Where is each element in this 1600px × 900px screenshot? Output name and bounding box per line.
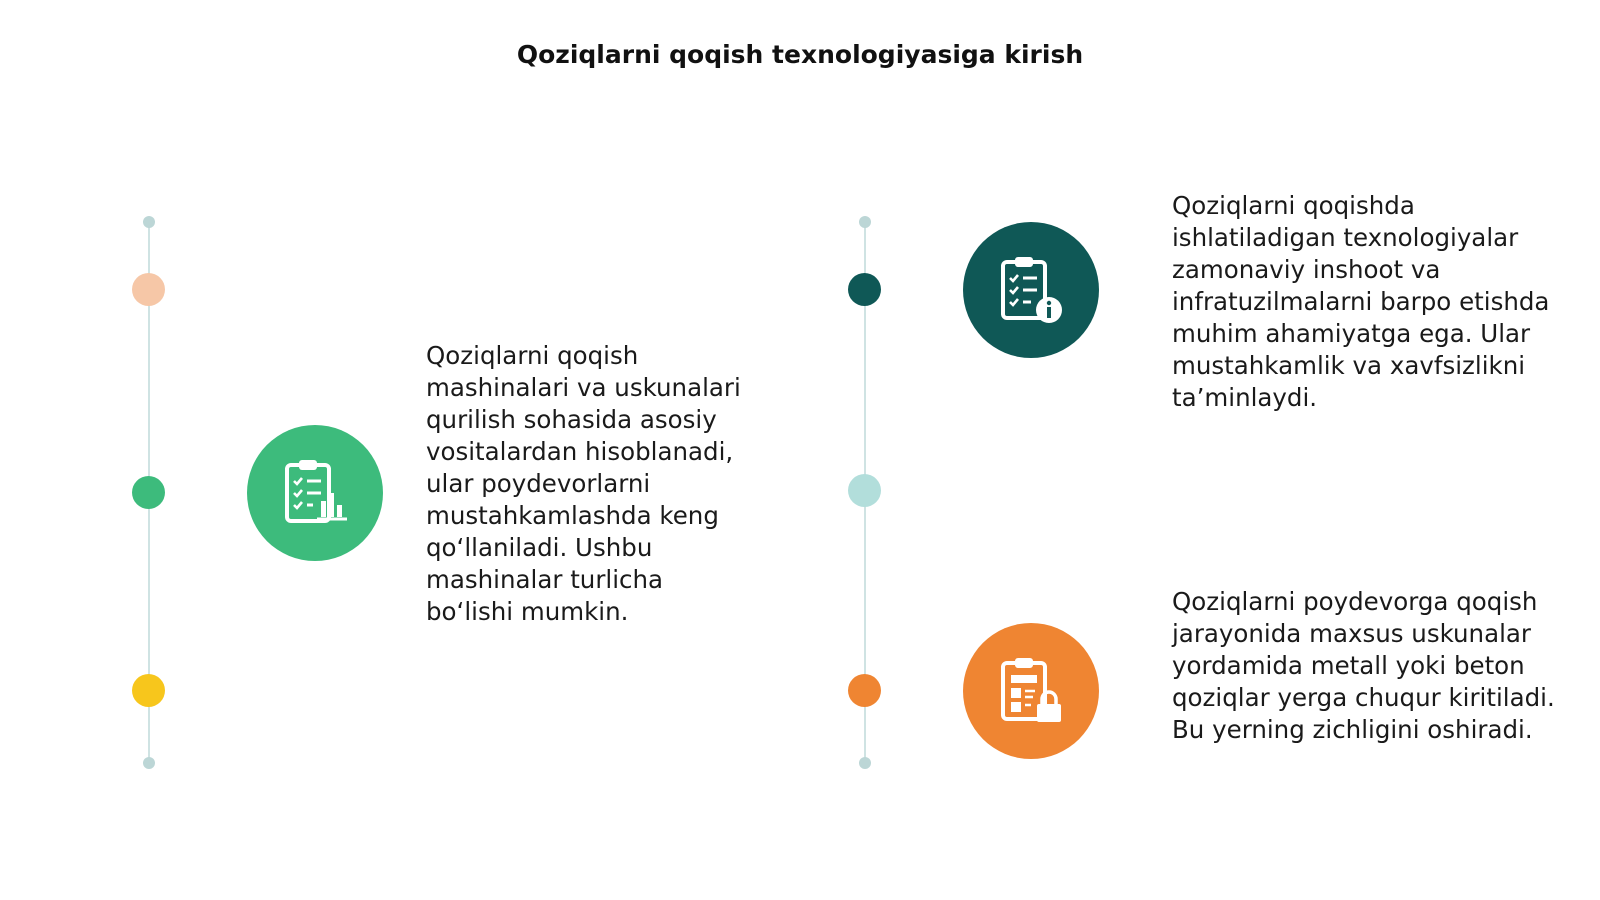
timeline-dot-orange [848, 674, 881, 707]
timeline-end-dot [859, 757, 871, 769]
item-2-text: Qoziqlarni qoqishda ishlatiladigan texnologiyalar zamonaviy inshoot va infratuzilmalarni barpo etishda muhim ahamiyatga ega. Ular mustahkamlik va xavfsizlikni ta’minlaydi. [1172, 191, 1550, 412]
item-1-icon-circle [247, 425, 383, 561]
item-1-text: Qoziqlarni qoqish mashinalari va uskunalari qurilish sohasida asosiy vositalardan hisoblanadi, ular poydevorlarni mustahkamlashda keng qo‘llaniladi. Ushbu mashinalar turlicha bo‘lishi mumkin. [426, 341, 741, 626]
timeline-end-dot [143, 757, 155, 769]
timeline-dot-green [132, 476, 165, 509]
clipboard-chart-icon [279, 457, 351, 529]
timeline-end-dot [859, 216, 871, 228]
timeline-dot-yellow [132, 674, 165, 707]
timeline-dot-peach [132, 273, 165, 306]
clipboard-lock-icon [995, 655, 1067, 727]
timeline-dot-teal [848, 273, 881, 306]
item-3-icon-circle [963, 623, 1099, 759]
timeline-dot-light-teal [848, 474, 881, 507]
timeline-end-dot [143, 216, 155, 228]
item-2-icon-circle [963, 222, 1099, 358]
clipboard-info-icon [995, 254, 1067, 326]
item-3-text: Qoziqlarni poydevorga qoqish jarayonida maxsus uskunalar yordamida metall yoki beton qoziqlar yerga chuqur kiritiladi. Bu yerning zichligini oshiradi. [1172, 587, 1555, 744]
page-title: Qoziqlarni qoqish texnologiyasiga kirish [516, 40, 1084, 69]
